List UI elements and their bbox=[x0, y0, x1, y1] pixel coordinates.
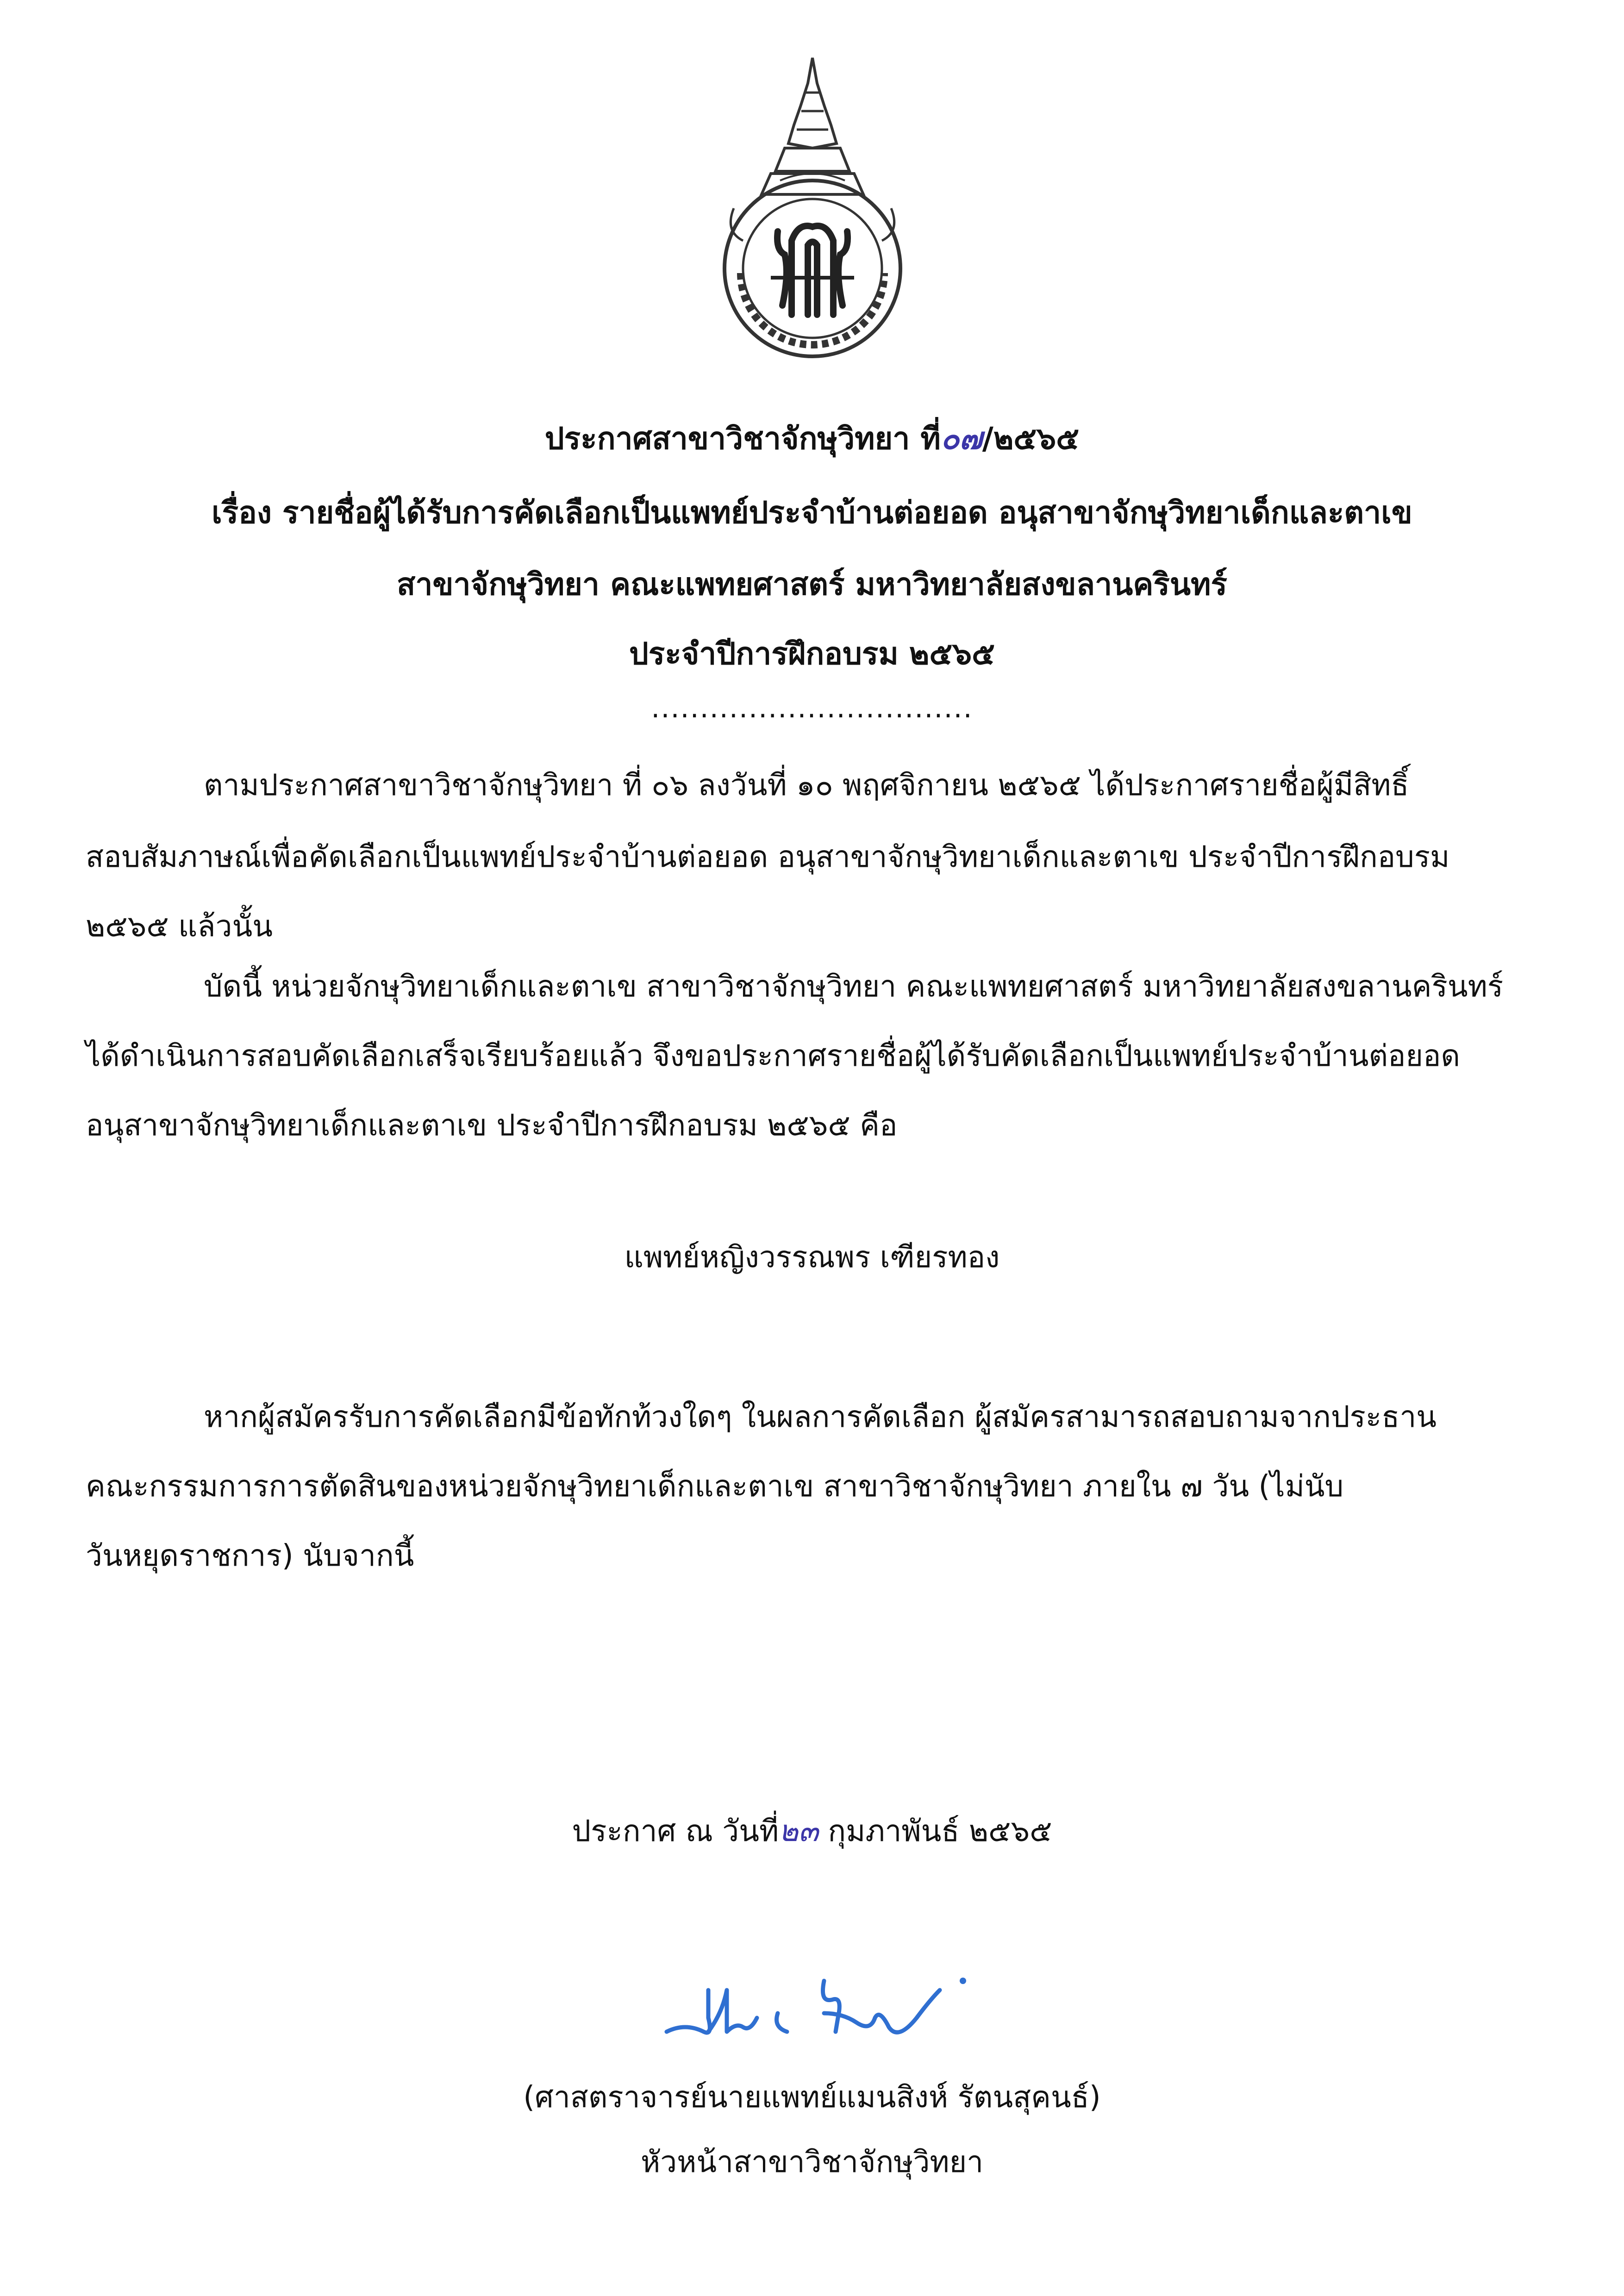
training-year-line: ประจำปีการฝึกอบรม ๒๕๖๕ bbox=[629, 636, 995, 672]
subject-line: เรื่อง รายชื่อผู้ได้รับการคัดเลือกเป็นแพทย์ประจำบ้านต่อยอด อนุสาขาจักษุวิทยาเด็กและตาเข bbox=[212, 495, 1412, 530]
announcement-title-prefix: ประกาศสาขาวิชาจักษุวิทยา ที่ bbox=[544, 421, 941, 456]
announcement-date-prefix: ประกาศ ณ วันที่ bbox=[572, 1814, 779, 1848]
paragraph-line: บัดนี้ หน่วยจักษุวิทยาเด็กและตาเข สาขาวิชาจักษุวิทยา คณะแพทยศาสตร์ มหาวิทยาลัยสงขลานครินทร์ bbox=[204, 970, 1504, 1004]
selected-candidate-name: แพทย์หญิงวรรณพร เฑียรทอง bbox=[624, 1240, 1000, 1275]
announcement-day-handwritten: ๒๓ bbox=[779, 1814, 819, 1848]
paragraph-line: ได้ดำเนินการสอบคัดเลือกเสร็จเรียบร้อยแล้ว จึงขอประกาศรายชื่อผู้ได้รับคัดเลือกเป็นแพทย์ประจำบ้านต่อยอด bbox=[86, 1039, 1460, 1073]
signatory-position: หัวหน้าสาขาวิชาจักษุวิทยา bbox=[641, 2145, 983, 2179]
announcement-date-suffix: กุมภาพันธ์ ๒๕๖๕ bbox=[828, 1814, 1052, 1848]
paragraph-line: คณะกรรมการการตัดสินของหน่วยจักษุวิทยาเด็กและตาเข สาขาวิชาจักษุวิทยา ภายใน ๗ วัน (ไม่นับ bbox=[86, 1469, 1344, 1504]
university-seal-icon bbox=[715, 56, 910, 361]
signatory-name: (ศาสตราจารย์นายแพทย์แมนสิงห์ รัตนสุคนธ์) bbox=[523, 2080, 1101, 2115]
department-line: สาขาจักษุวิทยา คณะแพทยศาสตร์ มหาวิทยาลัยสงขลานครินทร์ bbox=[397, 566, 1227, 602]
paragraph-line: สอบสัมภาษณ์เพื่อคัดเลือกเป็นแพทย์ประจำบ้านต่อยอด อนุสาขาจักษุวิทยาเด็กและตาเข ประจำปีการฝึกอบรม bbox=[86, 840, 1450, 874]
paragraph-line: ตามประกาศสาขาวิชาจักษุวิทยา ที่ ๐๖ ลงวันที่ ๑๐ พฤศจิกายน ๒๕๖๕ ได้ประกาศรายชื่อผู้มีสิทธิ์ bbox=[204, 768, 1409, 803]
paragraph-line: อนุสาขาจักษุวิทยาเด็กและตาเข ประจำปีการฝึกอบรม ๒๕๖๕ คือ bbox=[86, 1108, 898, 1143]
announcement-number-handwritten: ๐๗ bbox=[940, 421, 982, 456]
announcement-year: /๒๕๖๕ bbox=[982, 421, 1080, 456]
separator-dots: ................................. bbox=[651, 692, 973, 724]
handwritten-signature-icon bbox=[657, 1962, 972, 2055]
paragraph-line: ๒๕๖๕ แล้วนั้น bbox=[86, 909, 273, 944]
announcement-date bbox=[0, 1807, 1624, 1854]
paragraph-line: หากผู้สมัครรับการคัดเลือกมีข้อทักท้วงใดๆ ในผลการคัดเลือก ผู้สมัครสามารถสอบถามจากประธาน bbox=[204, 1400, 1437, 1434]
paragraph-line: วันหยุดราชการ) นับจากนี้ bbox=[86, 1539, 414, 1573]
announcement-number-title bbox=[0, 423, 1624, 454]
